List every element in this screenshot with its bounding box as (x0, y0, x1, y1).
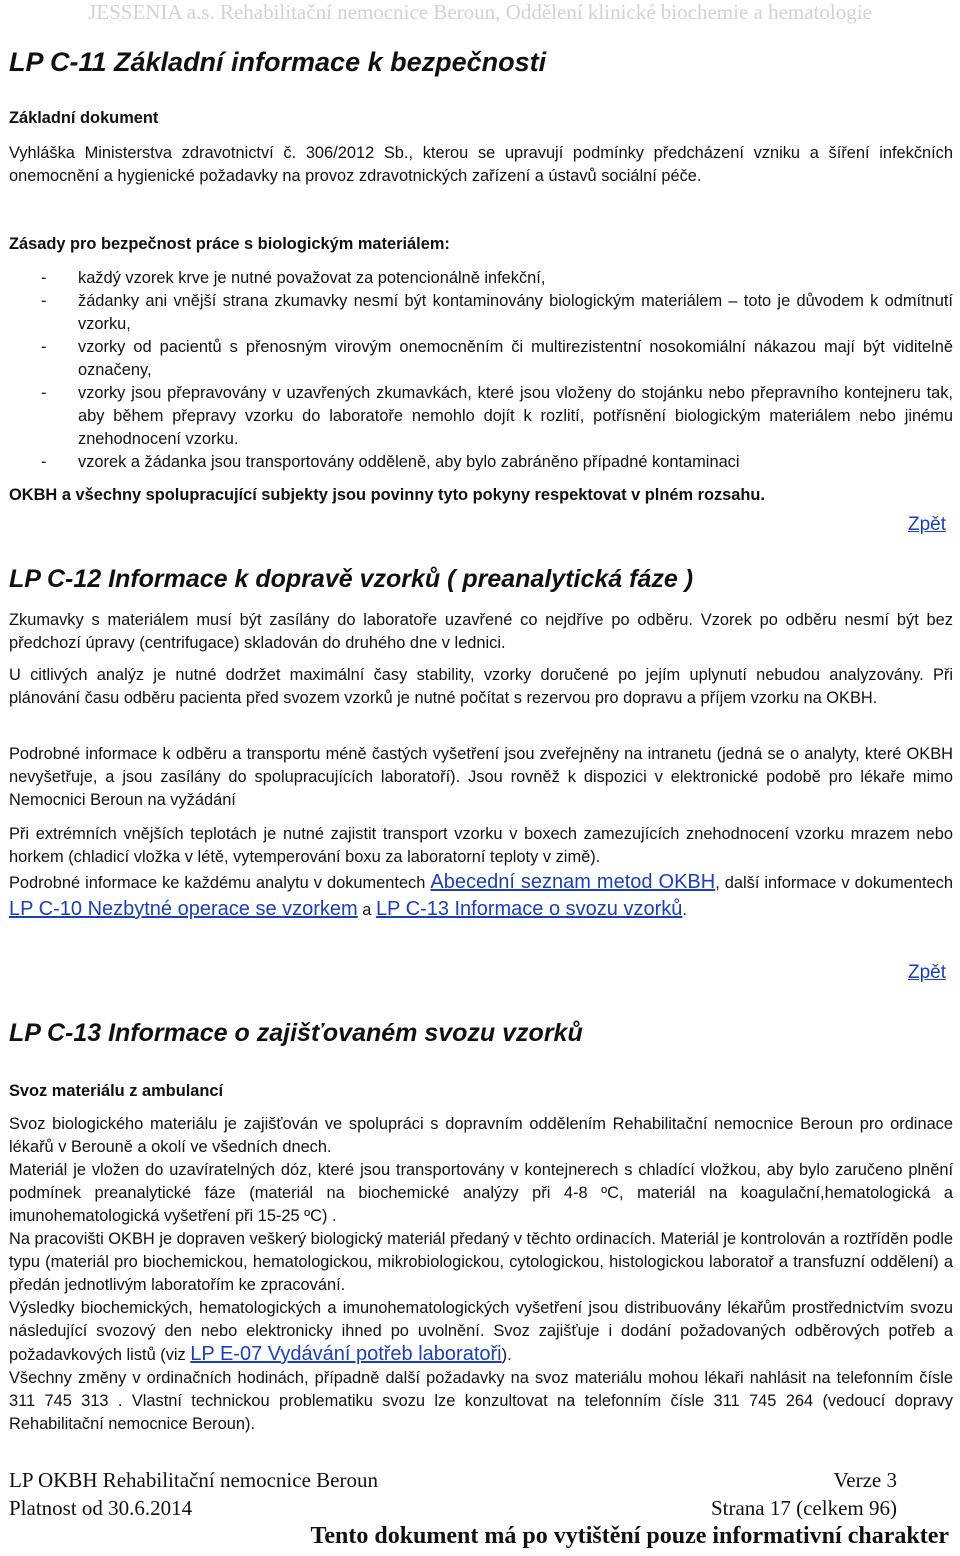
footer-notice: Tento dokument má po vytištění pouze informativní charakter (310, 1523, 949, 1549)
details-text (9, 869, 953, 923)
list-item: - vzorky jsou přepravovány v uzavřených zkumavkách, které jsou vloženy do stojánku nebo přepravního kontejneru tak, aby během přepravy vzorku do laboratoře nemohlo dojít k rozlití, potřísnění biologickým materiálem nebo jinému znehodnocení vzorku. (9, 382, 953, 451)
link-lp-c-10[interactable]: LP C-10 Nezbytné operace se vzorkem (9, 898, 358, 920)
back-link[interactable]: Zpět (907, 514, 946, 535)
text-run: . (682, 901, 687, 919)
section-title-c13: LP C-13 Informace o zajišťovaném svozu vzorků (9, 1019, 583, 1047)
text-run: , další informace v dokumentech (715, 874, 953, 892)
pickup-body (9, 1113, 953, 1436)
footer-validity: Platnost od 30.6.2014 (9, 1496, 193, 1520)
transport-paragraph-2: U citlivých analýz je nutné dodržet maximální časy stability, vzorky doručené po jejím uplynutí nebudou analyzovány. Při plánování času odběru pacienta před svozem vzorků je nutné počítat s rezervou pro dopravu a příjem vzorku na OKBH. (9, 666, 953, 707)
footer-document-name: LP OKBH Rehabilitační nemocnice Beroun (9, 1468, 378, 1492)
list-item: - žádanky ani vnější strana zkumavky nesmí být kontaminovány biologickým materiálem – toto je důvodem k odmítnutí vzorku, (9, 290, 953, 336)
pickup-paragraph-5: Všechny změny v ordinačních hodinách, případně další požadavky na svoz materiálu mohou lékaři nahlásit na telefonním čísle 311 745 313 . Vlastní technickou problematiku svozu lze konzultovat na telefonním čísle 311 745 264 (vedoucí dopravy Rehabilitační nemocnice Beroun). (9, 1369, 953, 1433)
ambulance-pickup-heading: Svoz materiálu z ambulancí (9, 1082, 224, 1100)
pickup-paragraph-4 (9, 1297, 953, 1367)
pickup-paragraph-2: Materiál je vložen do uzavíratelných dóz, které jsou transportovány v kontejnerech s chladící vložkou, aby bylo zaručeno plnění podmínek preanalytické fáze (materiál na biochemické analýzy při 4-8 ºC, materiál na koagulační,hematologická a imunohematologická vyšetření při 15-25 ºC) . (9, 1161, 953, 1225)
transport-paragraph-4 (9, 823, 953, 923)
section-title-c12: LP C-12 Informace k dopravě vzorků ( preanalytická fáze ) (9, 565, 694, 593)
transport-paragraph-1: Zkumavky s materiálem musí být zasílány do laboratoře uzavřené co nejdříve po odběru. Vzorek po odběru nesmí být bez předchozí úpravy (centrifugace) skladován do druhého dne v lednici. (9, 611, 953, 652)
list-item: - vzorek a žádanka jsou transportovány odděleně, aby bylo zabráněno případné kontaminaci (9, 451, 953, 474)
list-item: - každý vzorek krve je nutné považovat za potencionálně infekční, (9, 267, 953, 290)
text-run: a (357, 901, 376, 919)
link-abecedni-seznam-metod[interactable]: Abecední seznam metod OKBH (430, 871, 716, 893)
basic-document-heading: Základní dokument (9, 109, 159, 127)
principles-heading: Zásady pro bezpečnost práce s biologickým materiálem: (9, 235, 450, 253)
list-item: - vzorky od pacientů s přenosným virovým onemocněním či multirezistentní nosokomiální nákazou mají být viditelně označeny, (9, 336, 953, 382)
transport-paragraph-3: Podrobné informace k odběru a transportu méně častých vyšetření jsou zveřejněny na intranetu (jedná se o analyty, které OKBH nevyšetřuje, a jsou zasílány do spolupracujících laboratoří). Jsou rovněž k dispozici v elektronické podobě pro lékaře mimo Nemocnici Beroun na vyžádání (9, 745, 953, 809)
back-link[interactable]: Zpět (907, 962, 946, 983)
extreme-temperature-text: Při extrémních vnějších teplotách je nutné zajistit transport vzorku v boxech zamezujících znehodnocení vzorku mrazem nebo horkem (chladicí vložka v létě, vytemperování boxu za laboratorní teploty v zimě). (9, 825, 953, 866)
pickup-paragraph-3: Na pracovišti OKBH je dopraven veškerý biologický materiál předaný v těchto ordinacích. Materiál je kontrolován a roztříděn podle typu (materiál pro biochemickou, hematologickou, mikrobiologickou, cytologickou, histologickou laboratoř a transfuzní oddělení) a předán jednotlivým laboratořím ke zpracování. (9, 1230, 953, 1294)
pickup-paragraph-1: Svoz biologického materiálu je zajišťován ve spolupráci s dopravním oddělením Rehabilitační nemocnice Beroun pro ordinace lékařů v Berouně a okolí ve všedních dnech. (9, 1115, 953, 1156)
footer-page-number: Strana 17 (celkem 96) (710, 1496, 897, 1520)
principles-list (9, 267, 953, 474)
link-lp-c-13[interactable]: LP C-13 Informace o svozu vzorků (375, 898, 683, 920)
section-title-c11: LP C-11 Základní informace k bezpečnosti (9, 47, 547, 77)
closing-statement: OKBH a všechny spolupracující subjekty jsou povinny tyto pokyny respektovat v plném rozsahu. (9, 486, 765, 504)
text-run: Výsledky biochemických, hematologických a imunohematologických vyšetření jsou distribuovány lékařům prostřednictvím svozu následující svozový den nebo elektronicky ihned po uvolnění. Svoz zajišťuje i dodání požadovaných odběrových potřeb a požadavkových listů (viz (9, 1299, 953, 1364)
running-header: JESSENIA a.s. Rehabilitační nemocnice Beroun, Oddělení klinické biochemie a hematologie (88, 0, 872, 24)
text-run: Podrobné informace ke každému analytu v dokumentech (9, 874, 431, 892)
basic-document-text: Vyhláška Ministerstva zdravotnictví č. 306/2012 Sb., kterou se upravují podmínky předcházení vzniku a šíření infekčních onemocnění a hygienické požadavky na provoz zdravotnických zařízení a ústavů sociální péče. (9, 144, 953, 185)
text-run: ). (501, 1346, 512, 1364)
link-lp-e-07[interactable]: LP E-07 Vydávání potřeb laboratoři (190, 1343, 502, 1365)
footer-version: Verze 3 (833, 1468, 897, 1492)
